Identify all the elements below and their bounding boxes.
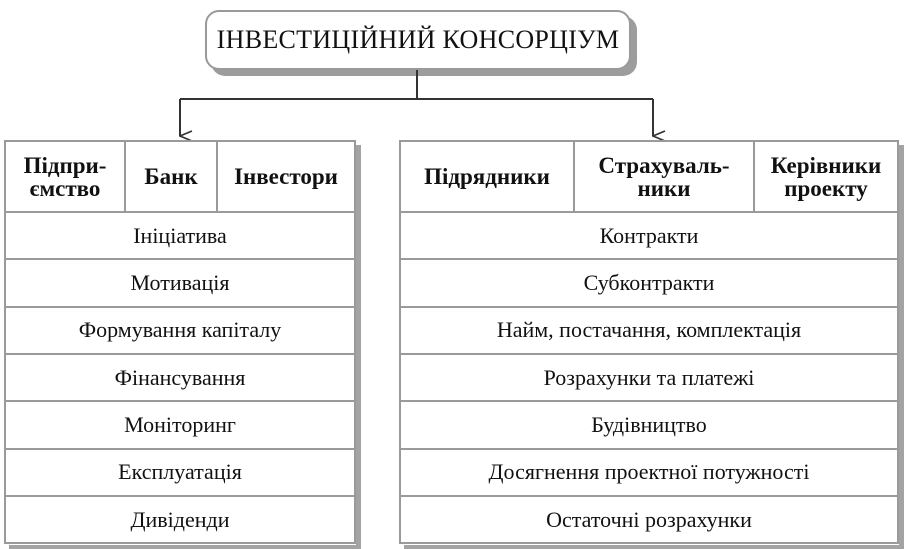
header-project-managers: Керівники проекту <box>753 140 899 213</box>
left-row-dividends: Дивіденди <box>4 497 356 544</box>
header-contractors: Підрядники <box>399 140 575 213</box>
header-enterprise: Підпри- ємство <box>4 140 126 213</box>
left-row-monitoring: Моніторинг <box>4 402 356 449</box>
right-row-hiring-supply: Найм, постачання, комплектація <box>399 308 899 355</box>
left-row-capital-formation: Формування капіталу <box>4 308 356 355</box>
right-row-settlements: Розрахунки та платежі <box>399 355 899 402</box>
right-row-final-settlements: Остаточні розрахунки <box>399 497 899 544</box>
left-column <box>4 140 356 545</box>
right-row-contracts: Контракти <box>399 213 899 260</box>
consortium-title: ІНВЕСТИЦІЙНИЙ КОНСОРЦІУМ <box>216 25 620 54</box>
right-column <box>399 140 899 545</box>
right-row-construction: Будівництво <box>399 402 899 449</box>
right-header-row <box>399 140 899 213</box>
left-row-motivation: Мотивація <box>4 260 356 307</box>
left-row-operation: Експлуатація <box>4 450 356 497</box>
left-row-initiative: Ініціатива <box>4 213 356 260</box>
header-bank: Банк <box>124 140 218 213</box>
left-header-row <box>4 140 356 213</box>
right-row-capacity: Досягнення проектної потужності <box>399 450 899 497</box>
left-row-financing: Фінансування <box>4 355 356 402</box>
header-investors: Інвестори <box>216 140 356 213</box>
right-row-subcontracts: Субконтракти <box>399 260 899 307</box>
header-insurers: Страхуваль- ники <box>573 140 755 213</box>
